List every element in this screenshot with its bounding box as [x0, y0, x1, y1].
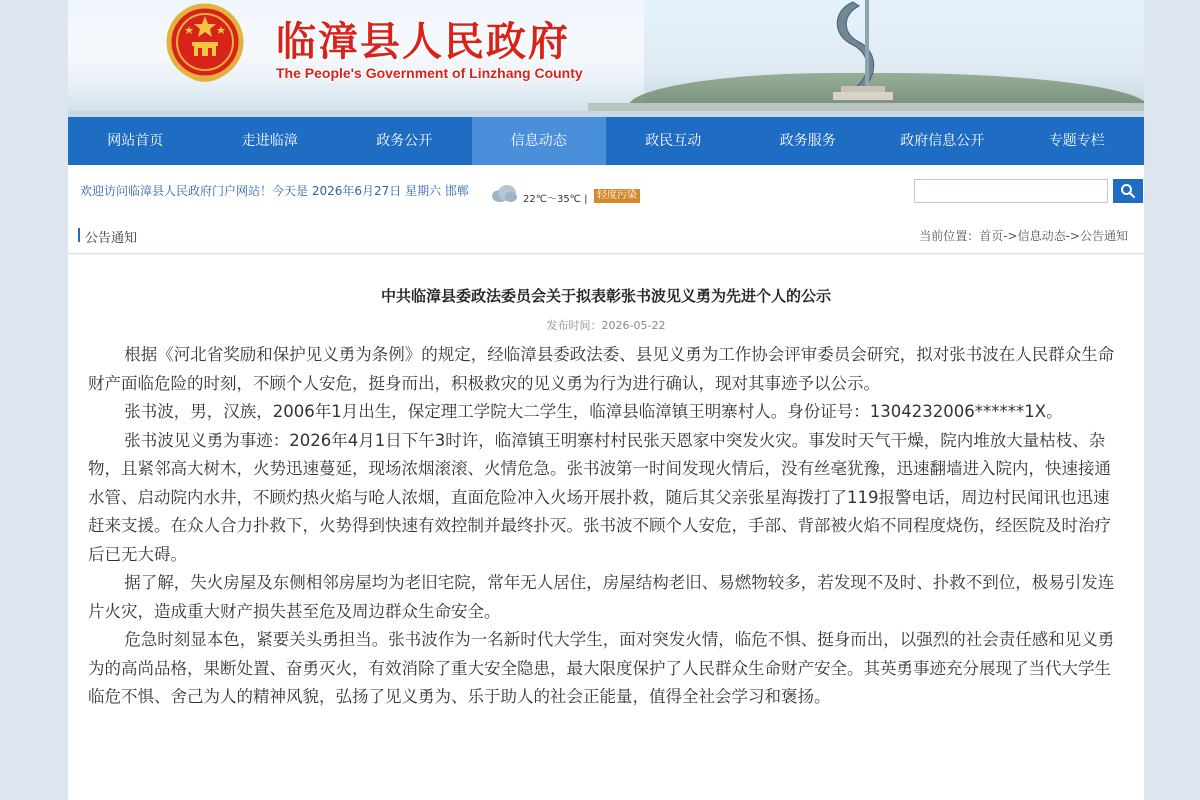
- article-paragraph: 张书波，男，汉族，2006年1月出生，保定理工学院大二学生，临漳县临漳镇王明寨村人。身份证号：1304232006******1X。: [124, 402, 1063, 421]
- article-title: 中共临漳县委政法委员会关于拟表彰张书波见义勇为先进个人的公示: [380, 287, 831, 305]
- nav-item-special-topics[interactable]: 专题专栏: [1048, 133, 1105, 149]
- section-header: [68, 220, 1144, 254]
- temperature-text: 22℃～35℃ |: [523, 194, 588, 205]
- nav-item-news[interactable]: 信息动态: [472, 117, 607, 165]
- breadcrumb-path[interactable]: 首页->信息动态->公告通知: [979, 229, 1128, 243]
- nav-item-gov-affairs[interactable]: 政务公开: [376, 133, 433, 149]
- article-paragraph: 根据《河北省奖励和保护见义勇为条例》的规定，经临漳县委政法委、县见义勇为工作协会评审委员会研究，拟对张书波在人民群众生命财产面临危险的时刻，不顾个人安危，挺身而出，积极救灾的见义勇为行为进行确认，现对其事迹予以公示。: [88, 345, 1115, 393]
- section-marker: [78, 228, 80, 242]
- main-nav: [68, 117, 1144, 165]
- search-input[interactable]: [914, 179, 1108, 203]
- section-title: 公告通知: [85, 231, 138, 246]
- search-icon: [1120, 183, 1136, 199]
- welcome-text: 欢迎访问临漳县人民政府门户网站！今天是 2026年6月27日 星期六 邯郸: [80, 184, 469, 198]
- nav-item-info-disclosure[interactable]: 政府信息公开: [900, 133, 985, 149]
- search-button[interactable]: [1113, 179, 1143, 203]
- header-banner: [68, 0, 1144, 117]
- article-body: [88, 341, 1124, 712]
- nav-item-home[interactable]: 网站首页: [107, 133, 164, 149]
- site-title-english: The People's Government of Linzhang County: [276, 65, 583, 81]
- breadcrumb-prefix: 当前位置：: [919, 229, 980, 243]
- page-side-left: [0, 0, 68, 800]
- publish-date: 发布时间：2026-05-22: [546, 319, 666, 332]
- breadcrumb: [919, 227, 1128, 244]
- article: [68, 255, 1144, 800]
- national-emblem-icon: [165, 2, 245, 86]
- article-paragraph: 危急时刻显本色，紧要关头勇担当。张书波作为一名新时代大学生，面对突发火情，临危不惧、挺身而出，以强烈的社会责任感和见义勇为的高尚品格，果断处置、奋勇灭火，有效消除了重大安全隐患，最大限度保护了人民群众生命财产安全。其英勇事迹充分展现了当代大学生临危不惧、舍己为人的精神风貌，弘扬了见义勇为、乐于助人的社会正能量，值得全社会学习和褒扬。: [88, 630, 1115, 706]
- info-bar: [68, 165, 1144, 220]
- nav-item-interaction[interactable]: 政民互动: [645, 133, 702, 149]
- article-paragraph: 张书波见义勇为事迹：2026年4月1日下午3时许，临漳镇王明寨村村民张天恩家中突发火灾。事发时天气干燥，院内堆放大量枯枝、杂物，且紧邻高大树木，火势迅速蔓延，现场浓烟滚滚、火情危急。张书波第一时间发现火情后，没有丝毫犹豫，迅速翻墙进入院内，快速接通水管、启动院内水井，不顾灼热火焰与呛人浓烟，直面危险冲入火场开展扑救，随后其父亲张星海拨打了119报警电话，周边村民闻讯也迅速赶来支援。在众人合力扑救下，火势得到快速有效控制并最终扑灭。张书波不顾个人安危，手部、背部被火焰不同程度烧伤，经医院及时治疗后已无大碍。: [88, 430, 1111, 564]
- air-quality-badge: 轻度污染: [594, 189, 640, 203]
- site-title: 临漳县人民政府: [276, 18, 570, 65]
- nav-item-services[interactable]: 政务服务: [779, 133, 836, 149]
- cloud-icon: [490, 183, 518, 203]
- nav-item-about[interactable]: 走进临漳: [241, 133, 298, 149]
- article-paragraph: 据了解，失火房屋及东侧相邻房屋均为老旧宅院，常年无人居住，房屋结构老旧、易燃物较多，若发现不及时、扑救不到位，极易引发连片火灾，造成重大财产损失甚至危及周边群众生命安全。: [88, 573, 1115, 621]
- landmark-sculpture-icon: [813, 0, 903, 100]
- page-side-right: [1144, 0, 1200, 800]
